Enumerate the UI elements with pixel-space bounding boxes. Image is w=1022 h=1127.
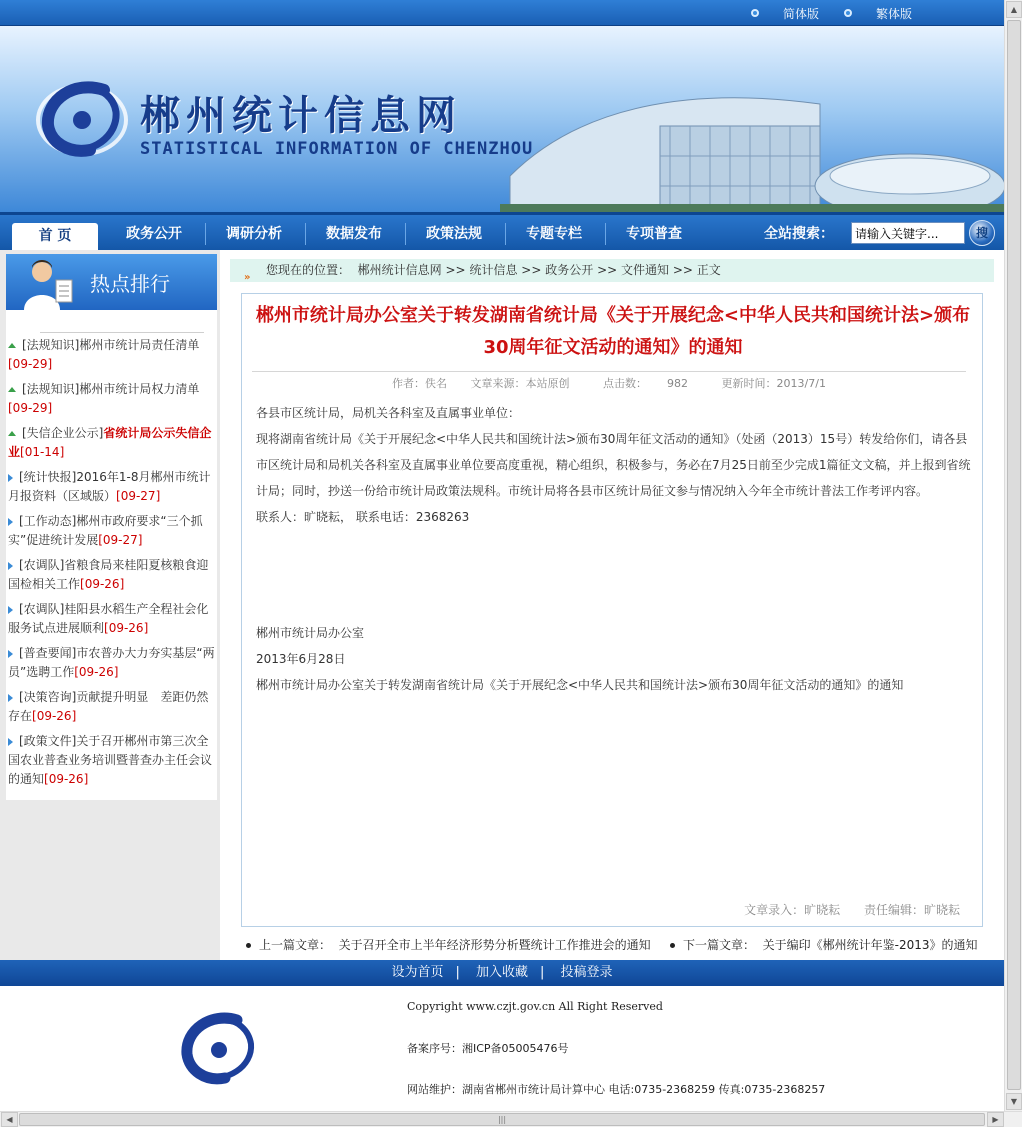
triangle-right-icon <box>8 650 13 658</box>
next-label: 下一篇文章： <box>683 938 756 952</box>
sidebar <box>0 250 220 960</box>
list-item[interactable] <box>6 468 217 512</box>
list-item-text[interactable]: [失信企业公示] <box>22 426 104 440</box>
list-item[interactable] <box>6 688 217 732</box>
list-item-date: [09-29] <box>8 401 53 415</box>
article-meta <box>252 371 966 395</box>
top-bar <box>0 0 1004 26</box>
list-item-text[interactable]: [农调队]桂阳县水稻生产全程社会化服务试点进展顺利 <box>8 602 209 635</box>
breadcrumb-sep: >> <box>445 263 466 277</box>
article-title: 郴州市统计局办公室关于转发湖南省统计局《关于开展纪念<中华人民共和国统计法>颁布30周年征文活动的通知》的通知 <box>255 305 971 358</box>
breadcrumb-link-stats[interactable]: 统计信息 <box>469 263 518 277</box>
prev-label: 上一篇文章： <box>259 938 332 952</box>
article-paragraph: 各县市区统计局，局机关各科室及直属事业单位： <box>256 406 521 420</box>
article-entry-by: 文章录入：旷晓耘 <box>744 903 841 917</box>
breadcrumb-link-home[interactable]: 郴州统计信息网 <box>357 263 442 277</box>
bullet-icon <box>844 9 852 17</box>
footer-links-bar: 设为首页 | 加入收藏 | 投稿登录 <box>0 960 1004 986</box>
list-item-text[interactable]: [法规知识]郴州市统计局责任清单 <box>22 338 200 352</box>
breadcrumb-sep: >> <box>597 263 618 277</box>
scroll-thumb[interactable]: ||| <box>19 1113 985 1126</box>
hot-ranking-title: 热点排行 <box>90 272 170 296</box>
list-item-date: [09-26] <box>44 772 89 786</box>
triangle-right-icon <box>8 474 13 482</box>
list-item[interactable] <box>6 600 217 644</box>
prev-article <box>246 938 651 952</box>
list-item-date: [09-26] <box>104 621 149 635</box>
site-logo-icon <box>34 70 130 166</box>
list-item-text[interactable]: [农调队]省粮食局来桂阳夏核粮食迎国检相关工作 <box>8 558 209 591</box>
bullet-icon <box>670 943 675 948</box>
simplified-link[interactable]: 简体版 <box>783 7 820 21</box>
breadcrumb-sep: >> <box>672 263 693 277</box>
prev-article-link[interactable]: 关于召开全市上半年经济形势分析暨统计工作推进会的通知 <box>338 938 651 952</box>
article-updated: 更新时间：2013/7/1 <box>721 377 826 390</box>
list-item-date: [09-29] <box>8 357 53 371</box>
article-box <box>241 293 983 927</box>
person-icon <box>18 256 78 310</box>
search-label: 全站搜索： <box>764 226 834 242</box>
triangle-right-icon <box>8 738 13 746</box>
next-article-link[interactable]: 关于编印《郴州统计年鉴-2013》的通知 <box>762 938 978 952</box>
maintenance-text: 网站维护：湖南省郴州市统计局计算中心 电话:0735-2368259 传真:0735-2368257 <box>407 1083 826 1096</box>
submit-login-link[interactable]: 投稿登录 <box>560 965 613 980</box>
bullet-icon <box>751 9 759 17</box>
article-paragraph: 联系人：旷晓耘， 联系电话：2368263 <box>256 510 470 524</box>
horizontal-scrollbar[interactable] <box>0 1111 1022 1127</box>
nav-data-release[interactable]: 数据发布 <box>326 226 382 242</box>
article-signature: 郴州市统计局办公室 <box>256 626 365 640</box>
list-item-text[interactable]: [统计快报]2016年1-8月郴州市统计月报资料（区域版） <box>8 470 211 503</box>
triangle-up-icon <box>8 343 16 348</box>
triangle-right-icon <box>8 518 13 526</box>
triangle-up-icon <box>8 431 16 436</box>
article-editor: 责任编辑：旷晓耘 <box>863 903 960 917</box>
bullet-icon <box>246 943 251 948</box>
scroll-right-icon[interactable]: ▶ <box>987 1112 1004 1127</box>
search-button[interactable]: 搜 <box>969 220 995 246</box>
site-banner <box>0 26 1004 212</box>
next-article <box>670 936 978 953</box>
nav-census[interactable]: 专项普查 <box>626 226 682 242</box>
article-attachment-link[interactable]: 郴州市统计局办公室关于转发湖南省统计局《关于开展纪念<中华人民共和国统计法>颁布30周年征文活动的通知》的通知 <box>256 678 904 692</box>
search-input[interactable] <box>851 222 965 244</box>
list-item-text[interactable]: [普查要闻]市农普办大力夯实基层“两员”选聘工作 <box>8 646 215 679</box>
list-item-date: [09-26] <box>80 577 125 591</box>
list-item[interactable] <box>6 512 217 556</box>
triangle-right-icon <box>8 606 13 614</box>
triangle-up-icon <box>8 387 16 392</box>
scroll-left-icon[interactable]: ◀ <box>1 1112 18 1127</box>
breadcrumb-link-gov[interactable]: 政务公开 <box>545 263 594 277</box>
icp-text: 备案序号：湘ICP备05005476号 <box>407 1042 569 1055</box>
prev-next-links <box>246 936 1006 953</box>
list-item-date: [09-26] <box>74 665 119 679</box>
hits-count: 982 <box>667 377 689 390</box>
nav-home[interactable]: 首 页 <box>12 223 98 253</box>
list-item-text[interactable]: [政策文件]关于召开郴州市第三次全国农业普查业务培训暨普查办主任会议的通知 <box>8 734 213 786</box>
hot-list <box>6 336 217 794</box>
hot-ranking-header <box>6 254 217 310</box>
scroll-down-icon[interactable]: ▼ <box>1006 1093 1022 1110</box>
set-homepage-link[interactable]: 设为首页 <box>391 965 444 980</box>
breadcrumb-sep: >> <box>521 263 542 277</box>
double-arrow-icon: » <box>244 272 251 283</box>
list-item-date: [09-27] <box>98 533 143 547</box>
nav-topics[interactable]: 专题专栏 <box>526 226 582 242</box>
list-item[interactable] <box>6 732 217 794</box>
list-item-text[interactable]: [工作动态]郴州市政府要求“三个抓实”促进统计发展 <box>8 514 203 547</box>
list-item-date: [09-26] <box>32 709 77 723</box>
triangle-right-icon <box>8 562 13 570</box>
footer-logo-icon <box>175 1006 263 1090</box>
divider <box>40 332 204 333</box>
list-item[interactable] <box>6 336 217 380</box>
list-item[interactable] <box>6 380 217 424</box>
list-item[interactable] <box>6 424 217 468</box>
nav-policy[interactable]: 政策法规 <box>426 226 482 242</box>
list-item[interactable] <box>6 644 217 688</box>
nav-government[interactable]: 政务公开 <box>126 226 182 242</box>
scroll-thumb[interactable] <box>1007 20 1021 1090</box>
list-item-highlight[interactable]: 省统计局公示失信企业 <box>8 426 212 459</box>
copyright-text: Copyright www.czjt.gov.cn All Right Reserved <box>407 1000 663 1013</box>
traditional-link[interactable]: 繁体版 <box>876 7 913 21</box>
article-body <box>256 400 976 698</box>
footer <box>0 986 1004 1111</box>
scroll-up-icon[interactable]: ▲ <box>1006 1 1022 18</box>
article-hits <box>593 377 698 390</box>
breadcrumb <box>230 259 994 282</box>
list-item-date: [01-14] <box>20 445 65 459</box>
article-paragraph: 现将湖南省统计局《关于开展纪念<中华人民共和国统计法>颁布30周年征文活动的通知》（处函（2013）15号）转发给你们，请各县市区统计局和局机关各科室及直属事业单位要高度重视，精心组织，积极参与，务必在7月25日前至少完成1篇征文文稿，并上报到省统计局；同时，抄送一份给市统计局政策法规科。市统计局将各县市区统计局征文参与情况纳入今年全市统计普法工作考评内容。 <box>256 432 971 498</box>
list-item-date: [09-27] <box>116 489 161 503</box>
hits-label: 点击数： <box>603 377 648 390</box>
article-author: 作者：佚名 <box>392 377 448 390</box>
hot-ranking-panel <box>6 254 217 800</box>
article-footer <box>724 901 960 918</box>
breadcrumb-current: 正文 <box>696 263 721 277</box>
breadcrumb-link-notices[interactable]: 文件通知 <box>621 263 670 277</box>
article-sign-date: 2013年6月28日 <box>256 652 346 666</box>
vertical-scrollbar[interactable] <box>1004 0 1022 1111</box>
nav-research[interactable]: 调研分析 <box>226 226 282 242</box>
article-source: 文章来源：本站原创 <box>470 377 570 390</box>
list-item[interactable] <box>6 556 217 600</box>
main-nav <box>0 212 1004 250</box>
stadium-building-image <box>500 66 1004 212</box>
list-item-text[interactable]: [法规知识]郴州市统计局权力清单 <box>22 382 200 396</box>
add-favorite-link[interactable]: 加入收藏 <box>475 965 528 980</box>
breadcrumb-prefix: 您现在的位置： <box>266 263 351 277</box>
triangle-right-icon <box>8 694 13 702</box>
list-item-text[interactable]: [决策咨询]贡献提升明显 差距仍然存在 <box>8 690 209 723</box>
site-title-cn: 郴州统计信息网 <box>140 93 462 139</box>
site-title-en: STATISTICAL INFORMATION OF CHENZHOU <box>140 139 534 159</box>
